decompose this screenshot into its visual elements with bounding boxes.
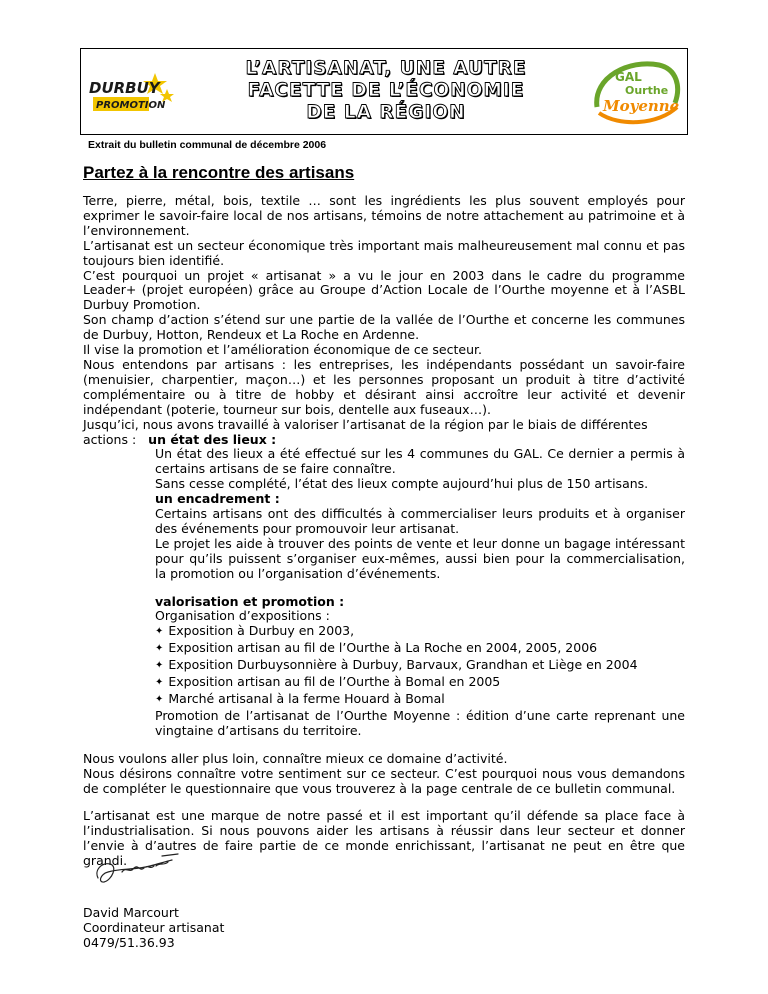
section-line: Certains artisans ont des difficultés à commercialiser leurs produits et à organiser des événements pour promouvoir leur artisanat.: [155, 506, 685, 536]
actions-label: actions :: [83, 431, 137, 447]
section-line: Sans cesse complété, l’état des lieux compte aujourd’hui plus de 150 artisans.: [155, 476, 649, 492]
gal-ourthe-moyenne-logo: [589, 57, 683, 129]
logo-gal-text: GAL: [615, 70, 642, 84]
bullet-item: ✦ Exposition à Durbuy en 2003,: [155, 624, 685, 641]
section-line: Un état des lieux a été effectué sur les 4 communes du GAL. Ce dernier a permis à certains artisans de se faire connaître.: [155, 446, 685, 477]
handwritten-signature: [92, 848, 188, 888]
banner-line-1: L’ARTISANAT, UNE AUTRE: [245, 58, 527, 79]
article-heading: Partez à la rencontre des artisans: [83, 163, 355, 182]
signature-block: [83, 905, 224, 950]
signer-name: David Marcourt: [83, 905, 179, 920]
section-line: Le projet les aide à trouver des points de vente et leur donne un bagage intéressant pour qu’ils puissent s’organiser eux-mêmes, aussi bien pour la commercialisation, la promotion ou l’organisation d’événements.: [155, 535, 685, 581]
durbuy-promotion-logo: [85, 69, 177, 121]
logo-moyenne-text: Moyenne: [603, 97, 680, 115]
paragraph: Jusqu’ici, nous avons travaillé à valoriser l’artisanat de la région par le biais de différentes: [83, 416, 648, 432]
banner-line-2: FACETTE DE L’ÉCONOMIE: [247, 80, 525, 101]
bullet-item: ✦ Exposition Durbuysonnière à Durbuy, Barvaux, Grandhan et Liège en 2004: [155, 658, 685, 675]
section-title: valorisation et promotion :: [155, 593, 345, 609]
banner-title: [221, 58, 551, 124]
closing-line: Nous désirons connaître votre sentiment sur ce secteur. C’est pourquoi nous vous demandons de compléter le questionnaire que vous trouverez à la page centrale de ce bulletin communal.: [83, 765, 685, 796]
paragraph: L’artisanat est un secteur économique très important mais malheureusement mal connu et pas toujours bien identifié.: [83, 237, 685, 268]
paragraph: Il vise la promotion et l’amélioration économique de ce secteur.: [83, 342, 482, 358]
logo-promotion-text: PROMOTION: [96, 100, 166, 111]
bullet-item: ✦ Marché artisanal à la ferme Houard à Bomal: [155, 692, 685, 709]
banner-line-3: DE LA RÉGION: [306, 102, 466, 123]
signer-phone: 0479/51.36.93: [83, 935, 175, 950]
logo-durbuy-text: DURBUY: [89, 79, 160, 97]
section-title: un état des lieux :: [148, 431, 277, 447]
bullet-item: ✦ Exposition artisan au fil de l’Ourthe à La Roche en 2004, 2005, 2006: [155, 641, 685, 658]
paragraph: C’est pourquoi un projet « artisanat » a vu le jour en 2003 dans le cadre du programme Leader+ (projet européen) grâce au Groupe d’Action Locale de l’Ourthe moyenne et à l’ASBL Durbuy Promotion.: [83, 267, 685, 313]
section-outro: Promotion de l’artisanat de l’Ourthe Moyenne : édition d’une carte reprenant une vingtaine d’artisans du territoire.: [155, 707, 685, 738]
paragraph: Terre, pierre, métal, bois, textile … sont les ingrédients les plus souvent employés pour exprimer le savoir-faire local de nos artisans, témoins de notre attachement au patrimoine et à l’environnement.: [83, 193, 685, 238]
signer-role: Coordinateur artisanat: [83, 920, 225, 935]
extract-note: Extrait du bulletin communal de décembre 2006: [88, 139, 327, 151]
paragraph: Son champ d’action s’étend sur une partie de la vallée de l’Ourthe et concerne les communes de Durbuy, Hotton, Rendeux et La Roche en Ardenne.: [83, 312, 685, 343]
section-intro: Organisation d’expositions :: [155, 608, 330, 624]
bullet-item: ✦ Exposition artisan au fil de l’Ourthe à Bomal en 2005: [155, 675, 685, 692]
header-box: [80, 48, 688, 135]
final-paragraph: L’artisanat est une marque de notre passé et il est important qu’il défende sa place face à l’industrialisation. Si nous pouvons aider les artisans à réussir dans leur secteur et donner l’envie à d’autres de faire partie de ce monde enrichissant, l’artisanat ne peut en être que grandi.: [83, 808, 685, 869]
paragraph: Nous entendons par artisans : les entreprises, les indépendants possédant un savoir-faire (menuisier, charpentier, maçon…) et les personnes proposant un produit à titre d’activité complémentaire ou à titre de hobby et désirant ainsi accroître leur activité et devenir indépendant (poterie, tourneur sur bois, dentelle aux fuseaux…).: [83, 356, 685, 417]
logo-ourthe-text: Ourthe: [625, 84, 669, 97]
closing-line: Nous voulons aller plus loin, connaître mieux ce domaine d’activité.: [83, 750, 508, 766]
section-title: un encadrement :: [155, 491, 280, 507]
actions-line: [83, 433, 685, 448]
article-body: [83, 194, 685, 869]
